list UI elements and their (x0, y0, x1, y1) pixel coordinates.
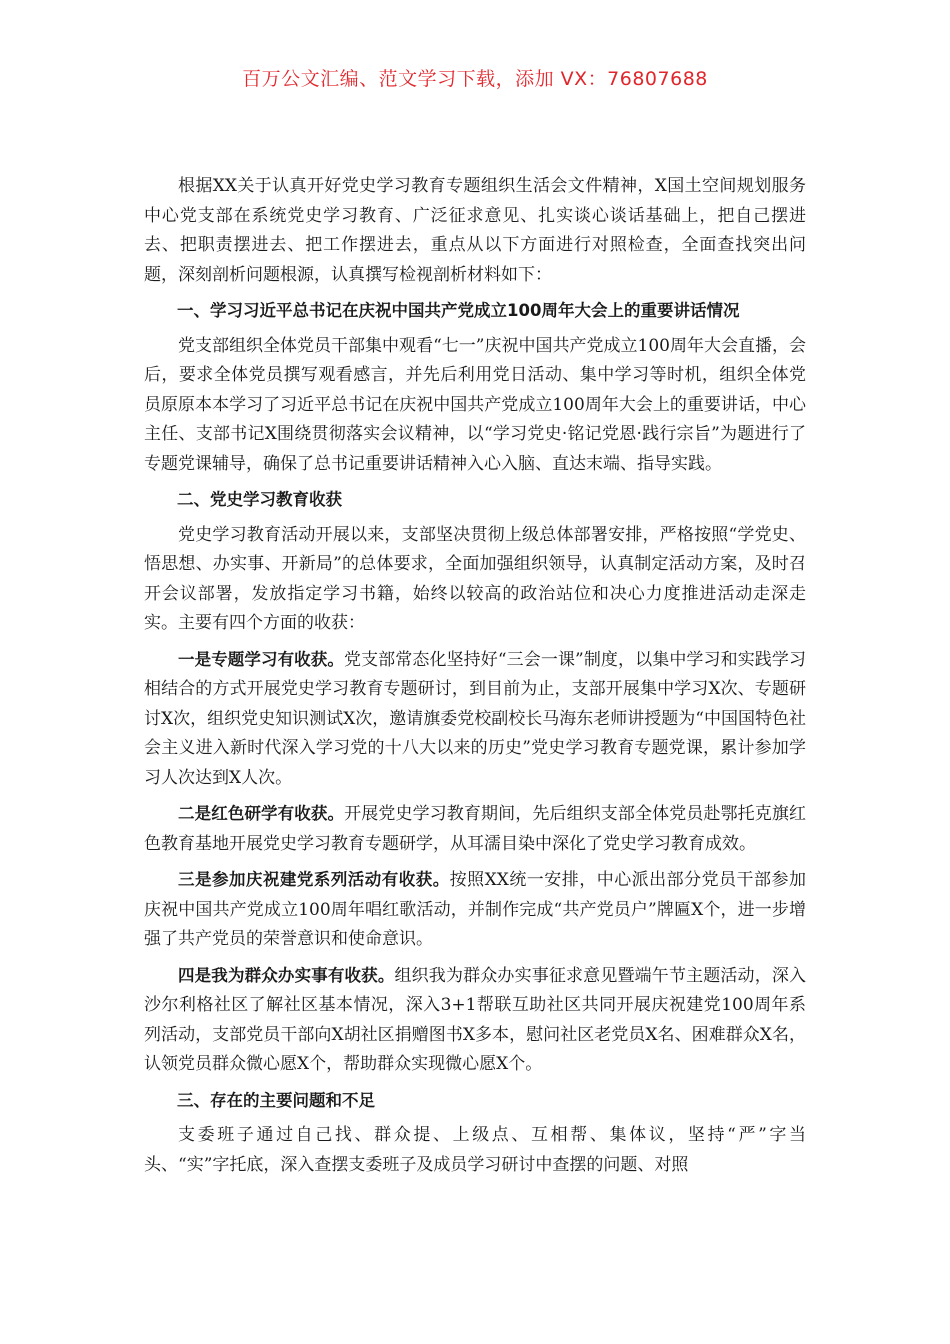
harvest-item-2-lead: 二是红色研学有收获。 (178, 804, 345, 823)
section-3-heading: 三、存在的主要问题和不足 (177, 1090, 375, 1110)
harvest-item-1-lead: 一是专题学习有收获。 (178, 649, 344, 669)
intro-paragraph: 根据XX关于认真开好党史学习教育专题组织生活会文件精神，X国土空间规划服务中心党支部在系统党史学习教育、广泛征求意见、扎实谈心谈话基础上，把自己摆进去、把职责摆进去、把工作摆进去，重点从以下方面进行对照检查，全面查找突出问题，深刻剖析问题根源，认真撰写检视剖析材料如下： (144, 176, 806, 285)
section-2-body: 党史学习教育活动开展以来，支部坚决贯彻上级总体部署安排，严格按照“学党史、悟思想、办实事、开新局”的总体要求，全面加强组织领导，认真制定活动方案，及时召开会议部署，发放指定学习书籍，始终以较高的政治站位和决心力度推进活动走深走实。主要有四个方面的收获： (144, 524, 806, 633)
watermark-header: 百万公文汇编、范文学习下载，添加 VX：76807688 (242, 68, 708, 90)
harvest-item-4-text: 组织我为群众办实事征求意见暨端午节主题活动，深入沙尔利格社区了解社区基本情况，深入3+1帮联互助社区共同开展庆祝建党100周年系列活动，支部党员干部向X胡社区捐赠图书X多本，慰问社区老党员X名、困难群众X名，认领党员群众微心愿X个，帮助群众实现微心愿X个。 (144, 965, 807, 1074)
harvest-item-4-lead: 四是我为群众办实事有收获。 (178, 965, 395, 985)
harvest-item-4 (144, 961, 806, 1080)
section-2-heading: 二、党史学习教育收获 (177, 490, 342, 509)
harvest-item-2 (144, 799, 806, 859)
document-body (144, 172, 806, 1180)
harvest-item-1 (144, 645, 806, 794)
harvest-item-3-text: 按照XX统一安排，中心派出部分党员干部参加庆祝中国共产党成立100周年唱红歌活动，并制作完成“共产党员户”牌匾X个，进一步增强了共产党员的荣誉意识和使命意识。 (144, 870, 806, 949)
harvest-item-1-text: 党支部常态化坚持好“三会一课”制度，以集中学习和实践学习相结合的方式开展党史学习教育专题研讨，到目前为止，支部开展集中学习X次、专题研讨X次，组织党史知识测试X次，邀请旗委党校副校长马海东老师讲授题为“中国国特色社会主义进入新时代深入学习党的十八大以来的历史”党史学习教育专题党课，累计参加学习人次达到X人次。 (144, 649, 806, 788)
section-1-heading: 一、学习习近平总书记在庆祝中国共产党成立100周年大会上的重要讲话情况 (177, 301, 740, 320)
harvest-item-3 (144, 865, 806, 955)
harvest-item-2-text: 开展党史学习教育期间，先后组织支部全体党员赴鄂托克旗红色教育基地开展党史学习教育专题研学，从耳濡目染中深化了党史学习教育成效。 (144, 804, 807, 854)
harvest-item-3-lead: 三是参加庆祝建党系列活动有收获。 (178, 870, 450, 889)
section-1-body: 党支部组织全体党员干部集中观看“七一”庆祝中国共产党成立100周年大会直播，会后，要求全体党员撰写观看感言，并先后利用党日活动、集中学习等时机，组织全体党员原原本本学习了习近平总书记在庆祝中国共产党成立100周年大会上的重要讲话，中心主任、支部书记X围绕贯彻落实会议精神，以“学习党史·铭记党恩·践行宗旨”为题进行了专题党课辅导，确保了总书记重要讲话精神入心入脑、直达末端、指导实践。 (144, 335, 806, 474)
section-3-body: 支委班子通过自己找、群众提、上级点、互相帮、集体议，坚持“严”字当头、“实”字托底，深入查摆支委班子及成员学习研讨中查摆的问题、对照 (144, 1125, 806, 1175)
